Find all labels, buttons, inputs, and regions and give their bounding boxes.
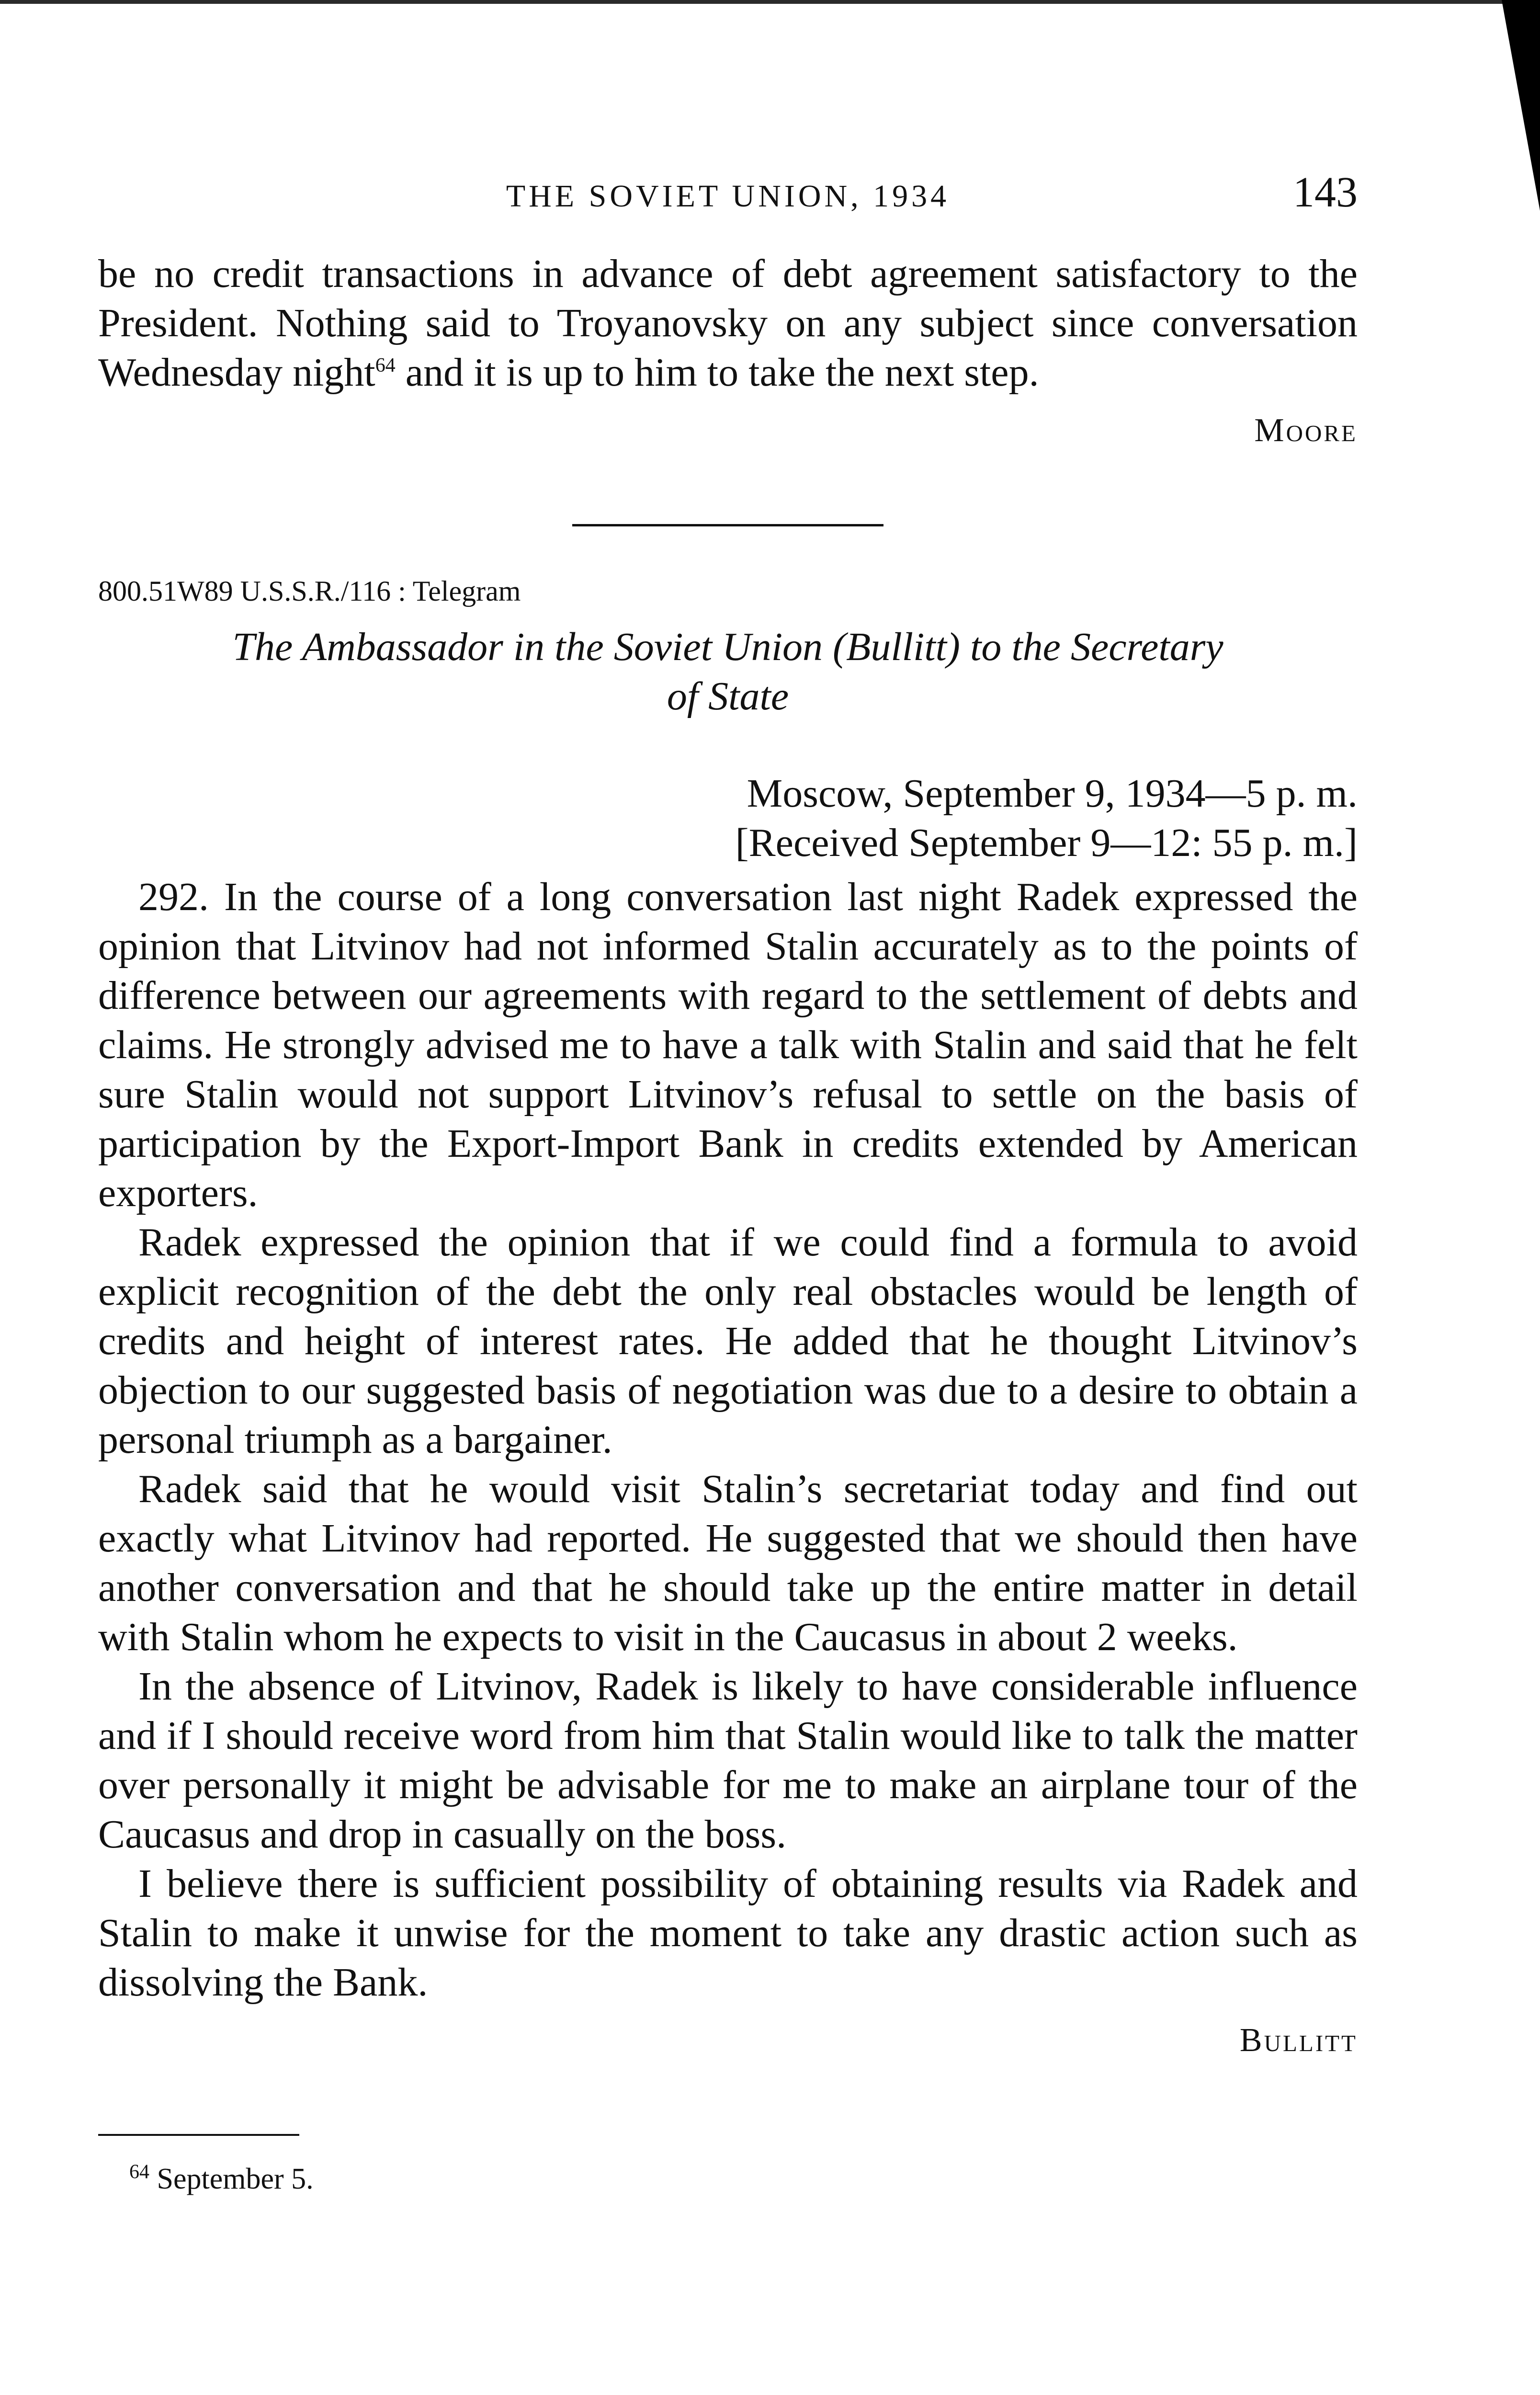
telegram-body	[98, 872, 1358, 2007]
section-divider	[572, 524, 883, 526]
page-edge-scan-shadow	[0, 0, 1540, 4]
footnote-text: September 5.	[149, 2163, 314, 2195]
dateline-received: [Received September 9—12: 55 p. m.]	[735, 821, 1358, 865]
document-title	[98, 622, 1358, 721]
file-reference: 800.51W89 U.S.S.R./116 : Telegram	[98, 575, 521, 607]
telegram-paragraph: 292. In the course of a long conversation last night Radek expressed the opinion that Litvinov had not informed Stalin accurately as to the points of difference between our agreements with regard to the settlement of debts and claims. He strongly advised me to have a talk with Stalin and said that he felt sure Stalin would not support Litvinov’s refusal to settle on the basis of participation by the Export-Import Bank in credits extended by American exporters.	[98, 875, 1358, 1215]
page-corner-scan-shadow	[1502, 0, 1540, 211]
footnote-divider	[98, 2134, 299, 2136]
document-title-line-1: The Ambassador in the Soviet Union (Bullitt) to the Secretary	[232, 625, 1223, 669]
dateline	[98, 769, 1358, 867]
telegram-paragraph: Radek said that he would visit Stalin’s secretariat today and find out exactly what Litvinov had reported. He suggested that we should then have another conversation and that he should take up the entire matter in detail with Stalin whom he expects to visit in the Caucasus in about 2 weeks.	[98, 1467, 1358, 1659]
signature-bullitt: Bullitt	[1239, 2022, 1358, 2059]
running-head: THE SOVIET UNION, 1934	[506, 179, 950, 214]
first-document-text-end: and it is up to him to take the next step.	[395, 350, 1039, 395]
document-title-line-2: of State	[667, 674, 789, 718]
telegram-paragraph: Radek expressed the opinion that if we could find a formula to avoid explicit recognition of the debt the only real obstacles would be length of credits and height of interest rates. He added that he thought Litvinov’s objection to our suggested basis of negotiation was due to a desire to obtain a personal triumph as a bargainer.	[98, 1220, 1358, 1462]
footnote-number: 64	[129, 2161, 149, 2183]
page-content	[98, 249, 1358, 2198]
telegram-paragraph: I believe there is sufficient possibility of obtaining results via Radek and Stalin to make it unwise for the moment to take any drastic action such as dissolving the Bank.	[98, 1861, 1358, 2005]
page-header	[98, 168, 1358, 225]
first-document-text: be no credit transactions in advance of debt agreement satisfactory to the President. Nothing said to Troyanovsky on any subject since conversation Wednesday night	[98, 251, 1358, 395]
first-document-paragraph	[98, 249, 1358, 397]
dateline-place-date: Moscow, September 9, 1934—5 p. m.	[747, 771, 1358, 816]
footnote-reference: 64	[375, 354, 396, 376]
telegram-paragraph: In the absence of Litvinov, Radek is likely to have considerable influence and if I should receive word from him that Stalin would like to talk the matter over personally it might be advisable for me to make an airplane tour of the Caucasus and drop in casually on the boss.	[98, 1664, 1358, 1857]
page-number: 143	[1293, 169, 1358, 216]
footnote	[98, 2160, 1358, 2198]
signature-moore: Moore	[1254, 412, 1358, 449]
